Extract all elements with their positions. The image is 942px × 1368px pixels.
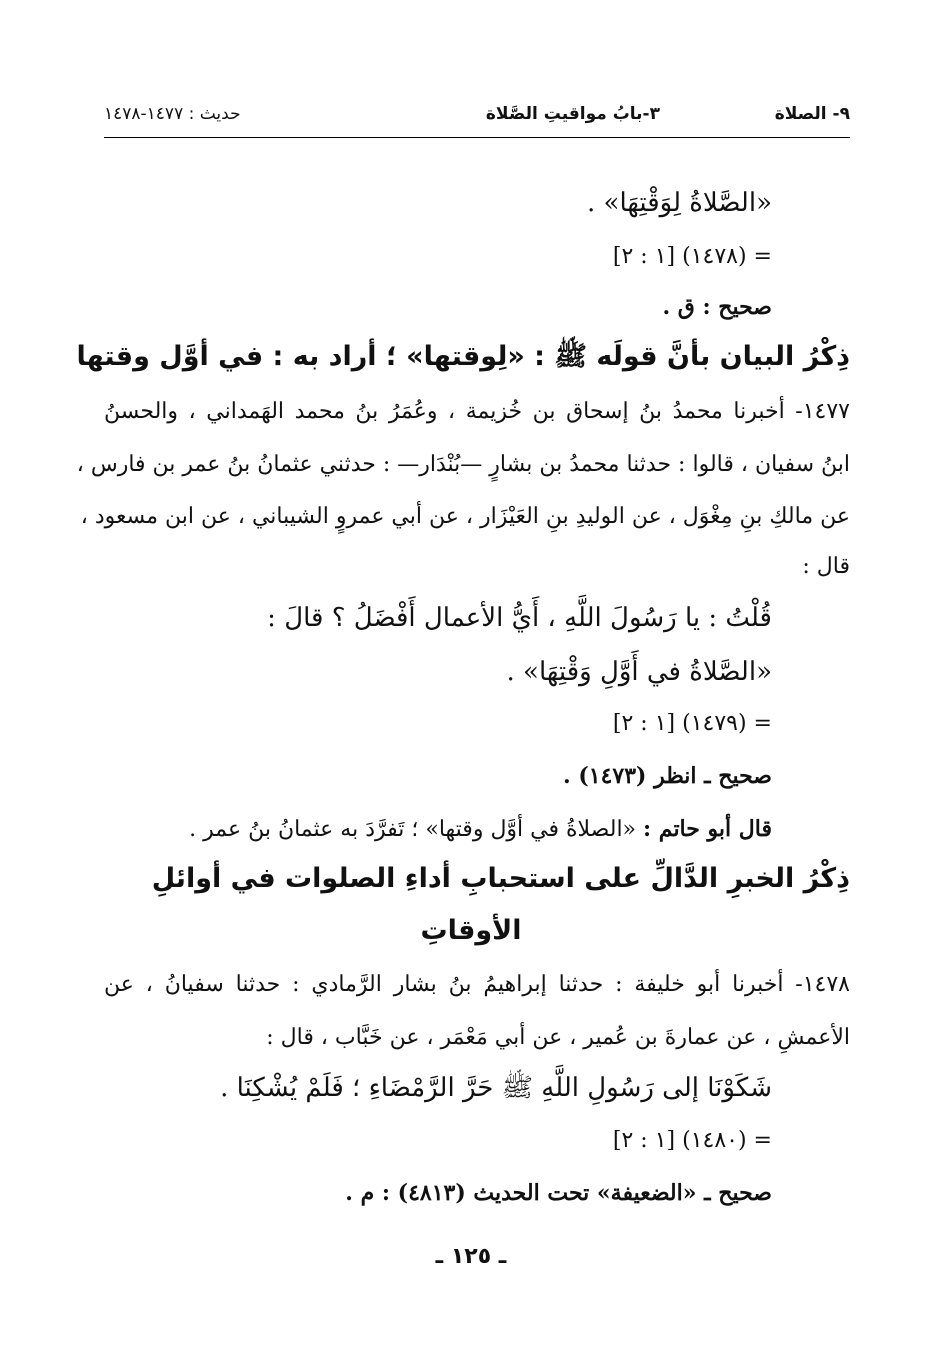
page-number: ـ ١٢٥ ـ	[435, 1244, 507, 1269]
grading-line: صحيح : ق .	[662, 294, 772, 320]
reference-line: = (١٤٨٠) [١ : ٢]	[612, 1128, 772, 1153]
hadith-text-line: شَكَوْنَا إلى رَسُولِ اللَّهِ ﷺ حَرَّ الرَّمْضَاءِ ؛ فَلَمْ يُشْكِنَا .	[220, 1073, 772, 1103]
grading-line: صحيح ـ انظر (١٤٧٣) .	[563, 763, 772, 789]
hadith-text-line: «الصَّلاةُ لِوَقْتِهَا» .	[587, 188, 772, 218]
hadith-text-line: قُلْتُ : يا رَسُولَ اللَّهِ ، أَيُّ الأعمال أَفْضَلُ ؟ قالَ :	[267, 603, 772, 633]
isnad-line: قال :	[802, 554, 850, 579]
running-header	[104, 100, 850, 134]
hadith-text-line: «الصَّلاةُ في أَوَّلِ وَقْتِهَا» .	[506, 657, 772, 687]
isnad-line: الأعمشِ ، عن عمارةَ بن عُمير ، عن أبي مَعْمَر ، عن خَبَّاب ، قال :	[266, 1025, 850, 1050]
header-rule	[104, 137, 850, 138]
header-chapter: ٩- الصلاة	[774, 104, 850, 124]
isnad-line: ابنُ سفيان ، قالوا : حدثنا محمدُ بن بشارٍ —بُنْدَار— : حدثني عثمانُ بنُ عمر بن فارس ،	[76, 452, 850, 477]
isnad-line: ١٤٧٧- أخبرنا محمدُ بنُ إسحاق بن خُزيمة ، وعُمَرُ بنُ محمد الهَمداني ، والحسنُ	[104, 399, 850, 424]
isnad-line: ١٤٧٨- أخبرنا أبو خليفة : حدثنا إبراهيمُ بنُ بشار الرَّمادي : حدثنا سفيانُ ، عن	[104, 972, 850, 997]
chapter-heading: ذِكْرُ البيان بأنَّ قولَه ﷺ : «لِوقتها» ؛ أراد به : في أوَّل وقتها	[76, 341, 850, 372]
reference-line: = (١٤٧٩) [١ : ٢]	[612, 711, 772, 736]
chapter-heading-continued: الأوقاتِ	[420, 915, 522, 946]
isnad-line: عن مالكِ بنِ مِغْوَل ، عن الوليدِ بنِ العَيْزَار ، عن أبي عمروٍ الشيباني ، عن ابن مسعود ،	[80, 504, 850, 529]
header-hadith-range: حديث : ١٤٧٧-١٤٧٨	[104, 104, 241, 124]
comment-line	[189, 812, 772, 847]
header-bab: ٣-بابُ مواقيتِ الصَّلاة	[485, 104, 660, 124]
comment-text: «الصلاةُ في أوَّل وقتها» ؛ تَفرَّدَ به عثمانُ بنُ عمر .	[189, 817, 637, 842]
reference-line: = (١٤٧٨) [١ : ٢]	[612, 244, 772, 269]
comment-speaker: قال أبو حاتم :	[643, 816, 772, 842]
chapter-heading: ذِكْرُ الخبرِ الدَّالِّ على استحبابِ أداءِ الصلوات في أوائلِ	[151, 863, 850, 894]
grading-line: صحيح ـ «الضعيفة» تحت الحديث (٤٨١٣) : م .	[345, 1180, 772, 1206]
